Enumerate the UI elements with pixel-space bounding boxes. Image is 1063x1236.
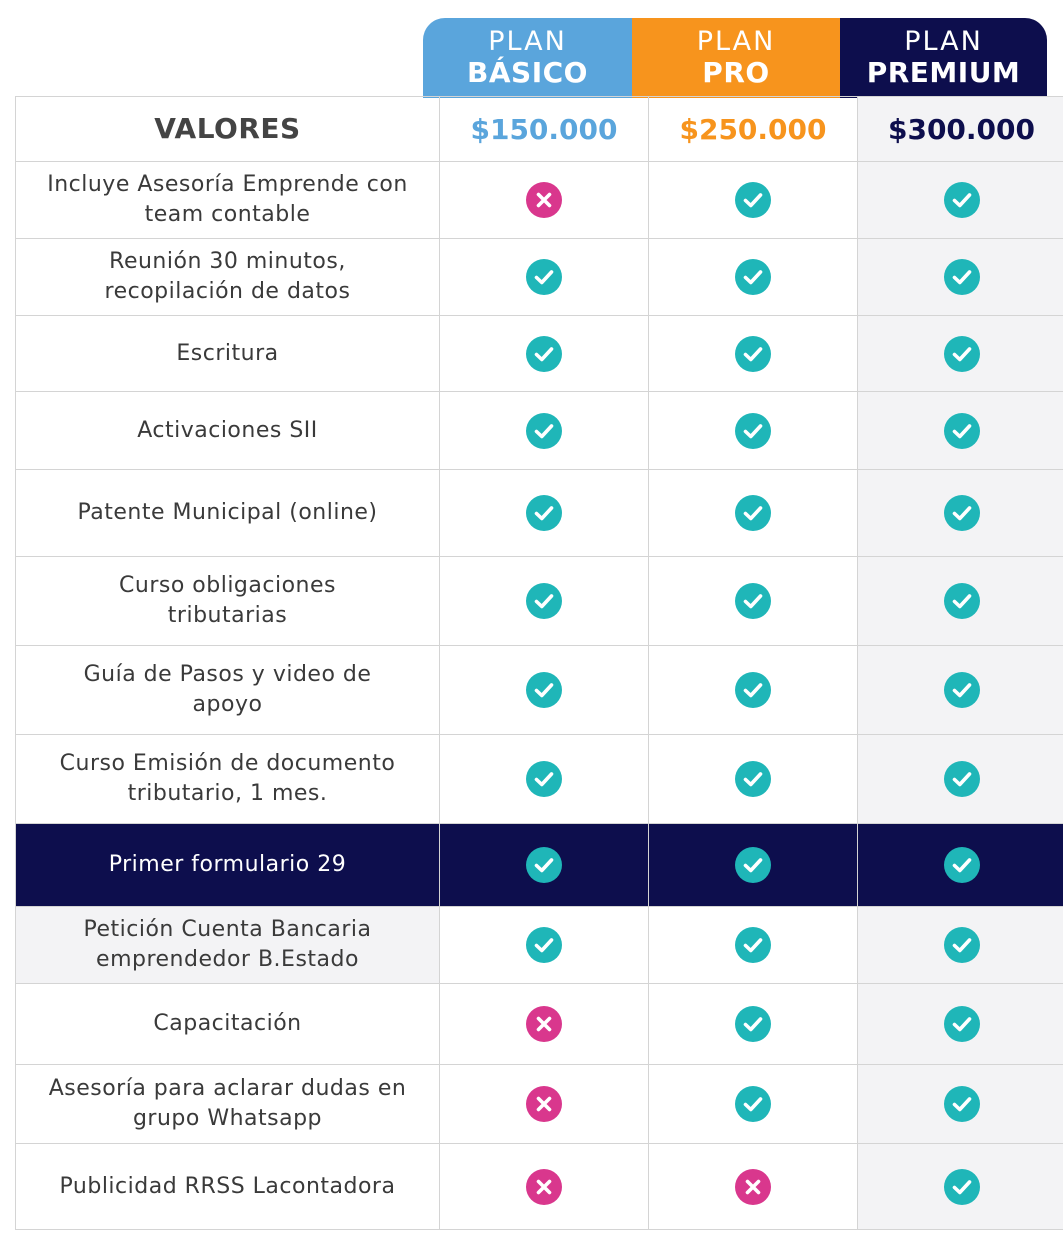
check-icon [944, 1006, 980, 1042]
feature-label-line: Incluye Asesoría Emprende con [47, 172, 408, 197]
table-row [16, 735, 1063, 824]
price-premium-cell [858, 97, 1063, 162]
mark-cell-premium [858, 984, 1063, 1065]
feature-label-line: Guía de Pasos y video de [83, 662, 372, 687]
mark-cell-premium [858, 1065, 1063, 1144]
price-pro: $250.000 [679, 112, 827, 146]
feature-label [16, 1144, 440, 1230]
check-icon [944, 495, 980, 531]
mark-cell-basico [440, 735, 649, 824]
mark-cell-premium [858, 239, 1063, 316]
cross-icon [526, 1006, 562, 1042]
feature-label-line: Escritura [176, 340, 279, 366]
table-row [16, 239, 1063, 316]
mark-cell-premium [858, 1144, 1063, 1230]
check-icon [526, 672, 562, 708]
price-pro-cell [649, 97, 858, 162]
cross-icon [526, 1169, 562, 1205]
mark-cell-pro [649, 162, 858, 239]
table-row [16, 984, 1063, 1065]
check-icon [944, 672, 980, 708]
mark-cell-basico [440, 824, 649, 907]
feature-label-line: Petición Cuenta Bancaria [83, 917, 372, 942]
feature-label-line: Curso Emisión de documento [59, 751, 396, 776]
check-icon [944, 927, 980, 963]
check-icon [735, 413, 771, 449]
cross-icon [526, 1086, 562, 1122]
mark-cell-basico [440, 392, 649, 470]
mark-cell-pro [649, 984, 858, 1065]
feature-label [16, 470, 440, 557]
plan-header-premium [840, 18, 1047, 98]
feature-label [16, 907, 440, 984]
table-row [16, 824, 1063, 907]
feature-label [16, 735, 440, 824]
check-icon [735, 336, 771, 372]
feature-label [16, 824, 440, 907]
feature-label [16, 557, 440, 646]
mark-cell-premium [858, 470, 1063, 557]
mark-cell-pro [649, 392, 858, 470]
mark-cell-premium [858, 907, 1063, 984]
plan-premium-name: PREMIUM [866, 56, 1021, 89]
mark-cell-basico [440, 1144, 649, 1230]
mark-cell-basico [440, 316, 649, 392]
mark-cell-premium [858, 162, 1063, 239]
feature-label-line: grupo Whatsapp [132, 1106, 323, 1131]
values-label: VALORES [16, 97, 440, 162]
check-icon [735, 672, 771, 708]
check-icon [735, 259, 771, 295]
feature-label-line: Publicidad RRSS Lacontadora [59, 1173, 396, 1199]
check-icon [526, 847, 562, 883]
plan-premium-line1: PLAN [904, 26, 983, 57]
feature-label-line: Primer formulario 29 [108, 852, 347, 877]
mark-cell-pro [649, 239, 858, 316]
mark-cell-basico [440, 1065, 649, 1144]
mark-cell-pro [649, 735, 858, 824]
mark-cell-pro [649, 1144, 858, 1230]
cross-icon [735, 1169, 771, 1205]
mark-cell-basico [440, 907, 649, 984]
mark-cell-pro [649, 557, 858, 646]
feature-label-line: apoyo [192, 692, 263, 717]
mark-cell-pro [649, 470, 858, 557]
table-row [16, 162, 1063, 239]
check-icon [735, 847, 771, 883]
table-row [16, 392, 1063, 470]
check-icon [526, 495, 562, 531]
mark-cell-premium [858, 735, 1063, 824]
feature-label-line: tributarias [167, 603, 288, 628]
check-icon [944, 761, 980, 797]
price-basico-cell [440, 97, 649, 162]
feature-label-line: emprendedor B.Estado [96, 947, 359, 972]
cross-icon [526, 182, 562, 218]
mark-cell-premium [858, 316, 1063, 392]
table-row [16, 646, 1063, 735]
feature-label [16, 162, 440, 239]
mark-cell-basico [440, 646, 649, 735]
feature-label [16, 646, 440, 735]
table-row [16, 470, 1063, 557]
plan-header-pro [632, 18, 840, 98]
check-icon [735, 182, 771, 218]
mark-cell-premium [858, 824, 1063, 907]
check-icon [526, 927, 562, 963]
check-icon [735, 1086, 771, 1122]
mark-cell-basico [440, 984, 649, 1065]
check-icon [735, 583, 771, 619]
mark-cell-basico [440, 470, 649, 557]
mark-cell-pro [649, 907, 858, 984]
mark-cell-pro [649, 646, 858, 735]
mark-cell-basico [440, 239, 649, 316]
check-icon [944, 413, 980, 449]
plan-basico-line1: PLAN [488, 26, 567, 57]
check-icon [526, 583, 562, 619]
table-row [16, 1065, 1063, 1144]
mark-cell-pro [649, 316, 858, 392]
feature-label-line: Curso obligaciones [119, 573, 336, 598]
feature-label [16, 316, 440, 392]
mark-cell-premium [858, 646, 1063, 735]
check-icon [944, 847, 980, 883]
check-icon [735, 761, 771, 797]
price-basico: $150.000 [470, 112, 618, 146]
check-icon [526, 336, 562, 372]
feature-label-line: recopilación de datos [104, 279, 351, 304]
check-icon [944, 182, 980, 218]
mark-cell-premium [858, 392, 1063, 470]
feature-label [16, 1065, 440, 1144]
feature-label [16, 984, 440, 1065]
feature-label-line: tributario, 1 mes. [127, 781, 328, 806]
feature-label-line: Activaciones SII [137, 417, 318, 443]
check-icon [944, 336, 980, 372]
feature-label-line: Capacitación [153, 1011, 302, 1036]
table-row [16, 316, 1063, 392]
mark-cell-pro [649, 1065, 858, 1144]
feature-label-line: Asesoría para aclarar dudas en [48, 1076, 407, 1101]
feature-label [16, 392, 440, 470]
comparison-table [15, 96, 1063, 1230]
plan-header-basico [423, 18, 632, 98]
check-icon [735, 1006, 771, 1042]
plan-pro-line1: PLAN [696, 26, 776, 57]
feature-label-line: Reunión 30 minutos, [109, 249, 346, 274]
check-icon [735, 927, 771, 963]
check-icon [944, 1169, 980, 1205]
price-row [16, 97, 1063, 162]
plan-basico-name: BÁSICO [467, 56, 588, 89]
check-icon [944, 583, 980, 619]
mark-cell-basico [440, 162, 649, 239]
check-icon [944, 1086, 980, 1122]
feature-label-line: team contable [144, 202, 311, 227]
check-icon [735, 495, 771, 531]
table-row [16, 907, 1063, 984]
mark-cell-pro [649, 824, 858, 907]
check-icon [944, 259, 980, 295]
check-icon [526, 413, 562, 449]
plan-pro-name: PRO [702, 56, 770, 89]
feature-label [16, 239, 440, 316]
price-premium: $300.000 [887, 112, 1035, 146]
check-icon [526, 259, 562, 295]
feature-label-line: Patente Municipal (online) [77, 500, 378, 525]
mark-cell-premium [858, 557, 1063, 646]
table-row [16, 557, 1063, 646]
check-icon [526, 761, 562, 797]
table-row [16, 1144, 1063, 1230]
mark-cell-basico [440, 557, 649, 646]
